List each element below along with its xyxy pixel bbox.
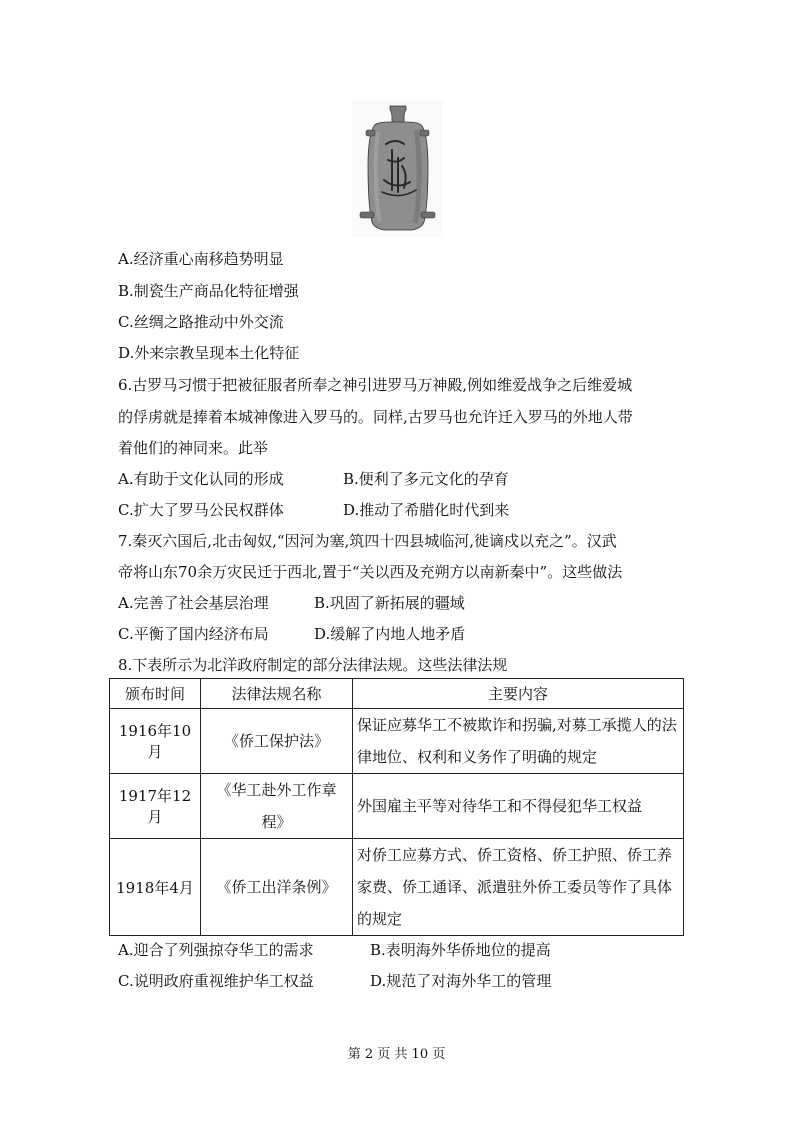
q5-option-d: D.外来宗教呈现本土化特征 (118, 344, 300, 362)
q6-stem-line: 着他们的神同来。此举 (118, 439, 269, 457)
laws-table (109, 678, 684, 936)
table-row (110, 709, 684, 774)
row-name (201, 839, 353, 936)
q8-option-b: B.表明海外华侨地位的提高 (370, 941, 551, 959)
q6-stem-line: 6.古罗马习惯于把被征服者所奉之神引进罗马万神殿,例如维爱战争之后维爱城 (118, 376, 633, 394)
q8-option-a: A.迎合了列强掠夺华工的需求 (118, 941, 314, 959)
table-row (110, 774, 684, 839)
row-date: 1917年12月 (110, 774, 201, 839)
table-header-row (110, 679, 684, 709)
row-content: 外国雇主平等对待华工和不得侵犯华工权益 (353, 774, 684, 839)
row-name-line: 《华工赴外工作章 (216, 781, 337, 799)
header-date: 颁布时间 (110, 679, 201, 709)
row-content: 保证应募华工不被欺诈和拐骗,对募工承揽人的法律地位、权利和义务作了明确的规定 (353, 709, 684, 774)
row-name-line: 《侨工保护法》 (223, 732, 329, 750)
q8-option-c: C.说明政府重视维护华工权益 (118, 972, 314, 990)
row-name (201, 774, 353, 839)
q7-option-a: A.完善了社会基层治理 (118, 594, 269, 612)
q6-option-d: D.推动了希腊化时代到来 (343, 501, 510, 519)
q7-option-b: B.巩固了新拓展的疆域 (314, 594, 465, 612)
q5-option-c: C.丝绸之路推动中外交流 (118, 313, 284, 331)
q6-stem-line: 的俘虏就是捧着本城神像进入罗马的。同样,古罗马也允许迁入罗马的外地人带 (118, 408, 633, 426)
q7-option-d: D.缓解了内地人地矛盾 (314, 625, 466, 643)
row-name-line: 《侨工出洋条例》 (216, 878, 337, 896)
row-date: 1918年4月 (110, 839, 201, 936)
row-name-line: 程》 (261, 813, 292, 831)
q7-stem-line: 7.秦灭六国后,北击匈奴,“因河为塞,筑四十四县城临河,徙谪戍以充之”。汉武 (118, 532, 617, 550)
table-row (110, 839, 684, 936)
vase-image (352, 100, 443, 238)
q7-stem-line: 帝将山东70余万灾民迁于西北,置于“关以西及充朔方以南新秦中”。这些做法 (118, 563, 623, 581)
header-name: 法律法规名称 (201, 679, 353, 709)
q6-option-c: C.扩大了罗马公民权群体 (118, 501, 284, 519)
row-date: 1916年10月 (110, 709, 201, 774)
q5-option-a: A.经济重心南移趋势明显 (118, 250, 284, 268)
page-footer: 第 2 页 共 10 页 (347, 1047, 446, 1062)
row-content: 对侨工应募方式、侨工资格、侨工护照、侨工养家费、侨工通译、派遣驻外侨工委员等作了具体的规定 (353, 839, 684, 936)
row-name (201, 709, 353, 774)
q8-stem: 8.下表所示为北洋政府制定的部分法律法规。这些法律法规 (118, 656, 508, 674)
q7-option-c: C.平衡了国内经济布局 (118, 625, 269, 643)
q5-option-b: B.制瓷生产商品化特征增强 (118, 282, 299, 300)
q6-option-a: A.有助于文化认同的形成 (118, 470, 284, 488)
header-content: 主要内容 (353, 679, 684, 709)
q8-option-d: D.规范了对海外华工的管理 (370, 972, 552, 990)
q6-option-b: B.便利了多元文化的孕育 (343, 470, 509, 488)
porcelain-vase-with-script-icon (352, 100, 443, 238)
